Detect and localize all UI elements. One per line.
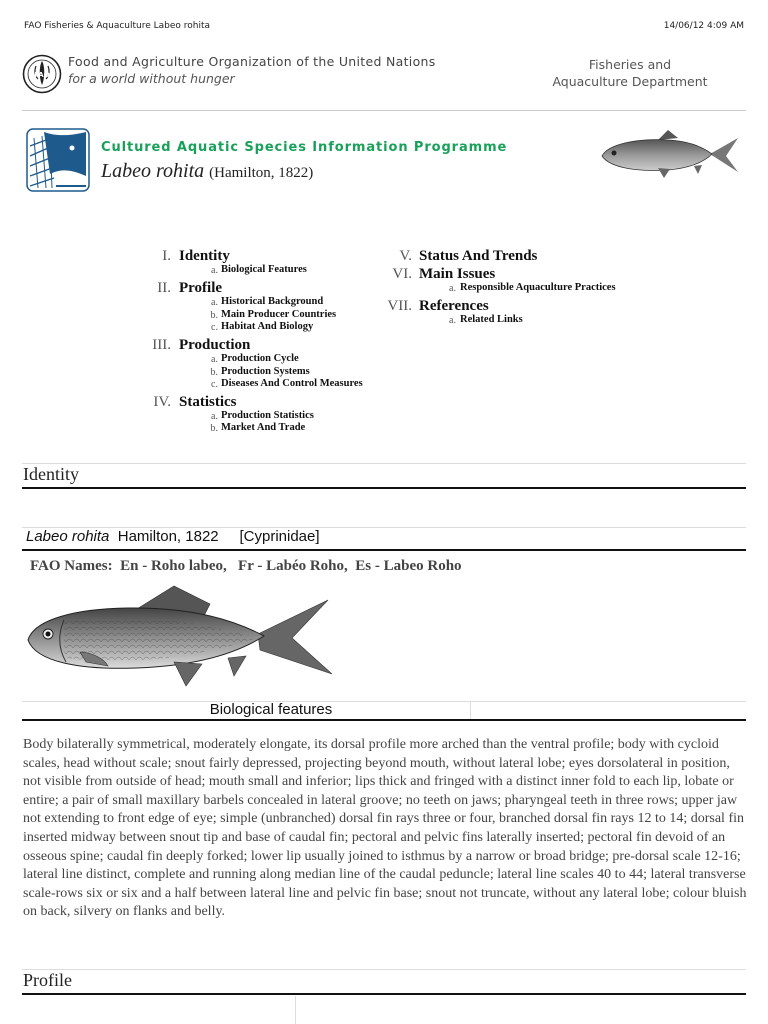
identity-divider [22,463,746,464]
toc-section-link[interactable]: Production [179,337,251,354]
org-tagline: for a world without hunger [68,71,235,86]
toc-subsection-letter: b. [210,423,218,435]
toc-subsection-link[interactable]: Related Links [460,314,523,326]
biology-title: Biological features [209,701,333,718]
toc-section-number: V. [399,248,412,264]
department-line1: Fisheries and [588,57,672,72]
casip-logo-icon [26,128,90,192]
department-name [540,56,720,90]
toc-subsection-letter: a. [211,297,218,309]
toc-section-link[interactable]: Status And Trends [419,248,538,264]
species-heading [101,160,313,183]
fish-illustration-image [24,582,334,694]
toc-section-link[interactable]: Main Issues [419,266,496,282]
profile-column-separator [295,996,296,1024]
fao-logo-icon[interactable] [22,54,62,94]
toc-subsection-link[interactable]: Production Systems [221,365,310,377]
toc-subsection-link[interactable]: Diseases And Control Measures [221,377,363,389]
toc-section-link[interactable]: Identity [179,248,230,264]
toc-subsection-link[interactable]: Market And Trade [221,422,306,434]
programme-title: Cultured Aquatic Species Information Programme [101,140,508,155]
toc-section-link[interactable]: Profile [179,280,223,297]
department-line2: Aquaculture Department [552,74,708,89]
profile-divider [22,969,746,970]
toc-subsection-letter: b. [210,366,218,378]
toc-section-link[interactable]: Statistics [179,394,237,411]
species-family: [Cyprinidae] [239,528,320,545]
biology-heading [22,701,720,718]
toc-subsection-link[interactable]: Production Statistics [221,410,314,422]
profile-section-title: Profile [23,970,72,990]
identity-section-title: Identity [23,464,79,484]
toc-section-link[interactable]: References [419,298,489,315]
biology-rule [22,719,746,721]
toc-subsection-letter: a. [211,265,218,276]
species-authority: (Hamilton, 1822) [209,165,314,181]
toc-subsection-link[interactable]: Biological Features [221,264,307,275]
profile-rule [22,993,746,995]
header-divider [22,110,746,111]
toc-subsection-letter: a. [211,354,218,366]
toc-subsection-link[interactable]: Historical Background [221,296,324,308]
species-authority-text: Hamilton, 1822 [117,528,219,545]
toc-subsection-letter: c. [211,321,218,333]
print-header-title: FAO Fisheries & Aquaculture Labeo rohita [24,21,211,31]
toc-section-number: I. [162,248,171,264]
toc-section-number: II. [157,280,171,297]
print-header-date: 14/06/12 4:09 AM [663,21,744,31]
toc-subsection-link[interactable]: Production Cycle [221,353,299,365]
toc-section-number: VI. [392,266,412,282]
toc-subsection-letter: a. [449,283,456,294]
species-identity-line [26,528,320,545]
org-name: Food and Agriculture Organization of the United Nations [68,54,436,69]
toc-subsection-letter: b. [210,309,218,321]
toc-section-number: VII. [387,298,412,315]
biology-paragraph: Body bilaterally symmetrical, moderately elongate, its dorsal profile more arched than the ventral profile; body with cycloid scales, head without scale; snout fairly depressed, projecting beyond mouth, without lateral lobe; eyes dorsolateral in position, not visible from outside of head; mouth small and inferior; lips thick and fringed with a distinct inner fold to each lip, lobate or entire; a pair of small maxillary barbels concealed in lateral groove; no teeth on jaws; pharyngeal teeth in three rows; upper jaw not extending to front edge of eye; simple (unbranched) dorsal fin rays three or four, branched dorsal fin rays 12 to 14; dorsal fin inserted midway between snout tip and base of caudal fin; pectoral and pelvic fins laterally inserted; pectoral fin devoid of an osseous spine; caudal fin deeply forked; lower lip usually joined to isthmus by a narrow or broad bridge; pre-dorsal scale 12-16; lateral line distinct, complete and running along median line of the caudal peduncle; lateral line scales 40 to 44; lateral transverse scale-rows six or six and a half between lateral line and pelvic fin base; snout not truncate, without any lateral lobe; colour bluish on back, silvery on flanks and belly. [23,737,747,920]
species-box-rule [22,549,746,551]
toc-section-number: III. [152,337,171,354]
toc-subsection-letter: a. [211,411,218,423]
identity-rule [22,487,746,489]
toc-subsection-letter: a. [449,315,456,327]
toc-subsection-link[interactable]: Responsible Aquaculture Practices [460,282,616,293]
species-italic-name: Labeo rohita [26,528,110,545]
toc-subsection-link[interactable]: Main Producer Countries [221,308,337,320]
fish-thumbnail-image [598,128,742,184]
fao-names: FAO Names: En - Roho labeo, Fr - Labéo Roho, Es - Labeo Roho [30,558,462,574]
toc-subsection-letter: c. [211,378,218,390]
svg-text:FAO: FAO [34,71,50,79]
toc-section-number: IV. [153,394,171,411]
species-binomial: Labeo rohita [101,160,205,182]
toc-subsection-link[interactable]: Habitat And Biology [221,320,314,332]
